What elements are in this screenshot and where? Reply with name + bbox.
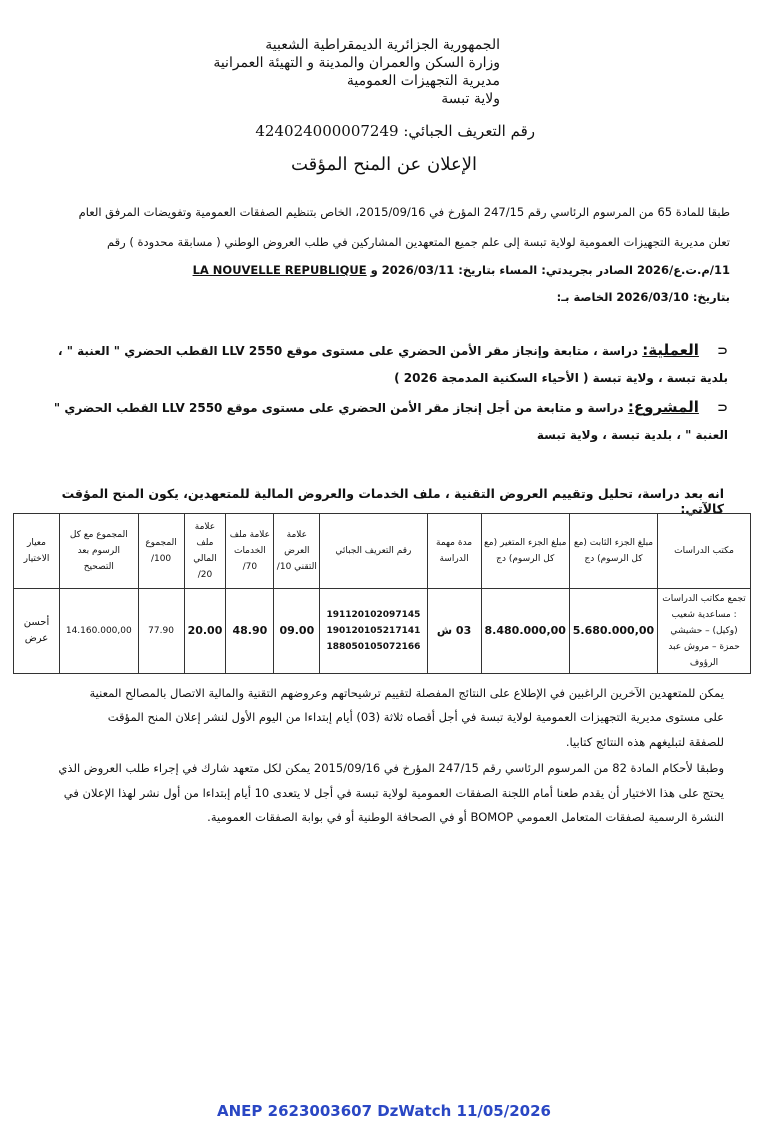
col-office: مكتب الدراسات [658,514,751,589]
footer-p1-line3: للصفقة لتبليغهم هذه النتائج كتابيا. [565,735,724,749]
footer-p2-line1: وطبقا لأحكام المادة 82 من المرسوم الرئاسي رقم 247/15 المؤرخ في 2015/09/16 يمكن لكل متعهد شارك في إجراء طلب العروض الذي [58,761,724,775]
cell-fixed: 5.680.000,00 [569,589,657,674]
nif-value: 424024000007249 [255,122,399,140]
intro-line-3 [38,262,730,279]
header-line-wilaya: ولاية تبسة [441,91,500,107]
operation-text: دراسة ، متابعة وإنجاز مقر الأمن الحضري على مستوى موقع LLV 2550 القطب الحضري " العنبة " ، بلدية تبسة ، ولاية تبسة ( الأحياء السكنية المدمجة 2026 ) [57,344,728,385]
nif-line [255,122,535,140]
cell-tech: 09.00 [274,589,320,674]
cell-services: 48.90 [226,589,274,674]
col-services: علامة ملف الخدمات 70/ [226,514,274,589]
cell-nif [320,589,427,674]
project-head: المشروع: [627,398,699,416]
project-text: دراسة و متابعة من أجل إنجاز مقر الأمن الحضري على مستوى موقع LLV 2550 القطب الحضري " العنبة " ، بلدية تبسة ، ولاية تبسة [53,401,728,442]
cell-financial: 20.00 [184,589,226,674]
footer-p1-line1: يمكن للمتعهدين الآخرين الراغبين في الإطلاع على النتائج المفصلة لتقييم ترشيحاتهم وعروضهم التقنية والمالية الاتصال بالمصالح المعنية [89,686,724,700]
award-table [13,513,751,674]
col-duration: مدة مهمة الدراسة [427,514,481,589]
col-fixed: مبلغ الجزء الثابت (مع كل الرسوم) دج [569,514,657,589]
footer-p2-line3: النشرة الرسمية لصفقات المتعامل العمومي BOMOP أو في الصحافة الوطنية أو في بوابة الصفقات العمومية. [207,810,724,824]
footer-p1-line2: على مستوى مديرية التجهيزات العمومية لولاية تبسة في أجل أقصاه ثلاثة (03) أيام إبتداءا من اليوم الأول لنشر إعلان المنح المؤقت [107,710,724,724]
project-item [38,394,728,448]
cell-total: 77.90 [138,589,184,674]
nif-label: رقم التعريف الجبائي: [403,122,535,140]
col-variable: مبلغ الجزء المتغير (مع كل الرسوم) دج [481,514,569,589]
page-title: الإعلان عن المنح المؤقت [291,154,477,175]
cell-office: تجمع مكاتب الدراسات : مساعدية شعيب (وكيل) – حشيشي حمزة – مروش عبد الرؤوف [658,589,751,674]
intro-newspaper-fr: LA NOUVELLE REPUBLIQUE [192,263,367,277]
nif-3: 188050105072166 [326,642,421,652]
col-tech: علامة العرض التقني 10/ [274,514,320,589]
operation-head: العملية: [642,341,699,359]
bullet-icon: ⊂ [717,344,728,359]
header-line-ministry: وزارة السكن والعمران والمدينة و التهيئة العمرانية [213,55,500,71]
col-nif: رقم التعريف الجبائي [320,514,427,589]
intro-line-2: تعلن مديرية التجهيزات العمومية لولاية تبسة إلى علم جميع المتعهدين المشاركين في طلب العروض الوطني ( مسابقة محدودة ) رقم [106,235,730,249]
table-row [14,589,751,674]
cell-criterion: أحسن عرض [14,589,60,674]
col-financial: علامة ملف المالي 20/ [184,514,226,589]
cell-duration: 03 ش [427,589,481,674]
nif-1: 191120102097145 [326,610,421,620]
footer-p2-line2: يحتج على هذا الاختيار أن يقدم طعنا أمام اللجنة الصفقات العمومية لولاية تبسة في أجل لا يتعدى 10 أيام إبتداءا من أول نشر لهذا الإعلان في [63,786,724,800]
anep-reference: ANEP 2623003607 DzWatch 11/05/2026 [217,1102,551,1120]
cell-total-ttc: 14.160.000,00 [59,589,138,674]
col-total-ttc: المجموع مع كل الرسوم بعد التصحيح [59,514,138,589]
intro-newspapers: الصادر بجريدتي: المساء بتاريخ: 2026/03/11 و [370,263,633,277]
result-intro: انه بعد دراسة، تحليل وتقييم العروض التقنية ، ملف الخدمات والعروض المالية للمتعهدين، يكون المنح المؤقت كالآتي: [61,486,724,516]
header-block [180,36,500,108]
header-line-republic: الجمهورية الجزائرية الديمقراطية الشعبية [265,37,500,53]
header-line-directorate: مديرية التجهيزات العمومية [346,73,500,89]
operation-item [38,337,728,391]
cell-variable: 8.480.000,00 [481,589,569,674]
intro-ref-number: 11/م.ت.ع/2026 [636,263,730,277]
col-criterion: معيار الاختيار [14,514,60,589]
intro-line-1: طبقا للمادة 65 من المرسوم الرئاسي رقم 247/15 المؤرخ في 2015/09/16، الخاص بتنظيم الصفقات العمومية وتفويضات المرفق العام [78,205,730,219]
nif-2: 190120105217141 [326,626,421,636]
col-total: المجموع 100/ [138,514,184,589]
table-header-row [14,514,751,589]
bullet-icon: ⊂ [717,401,728,416]
intro-line-4: بتاريخ: 2026/03/10 الخاصة بـ: [556,290,730,304]
